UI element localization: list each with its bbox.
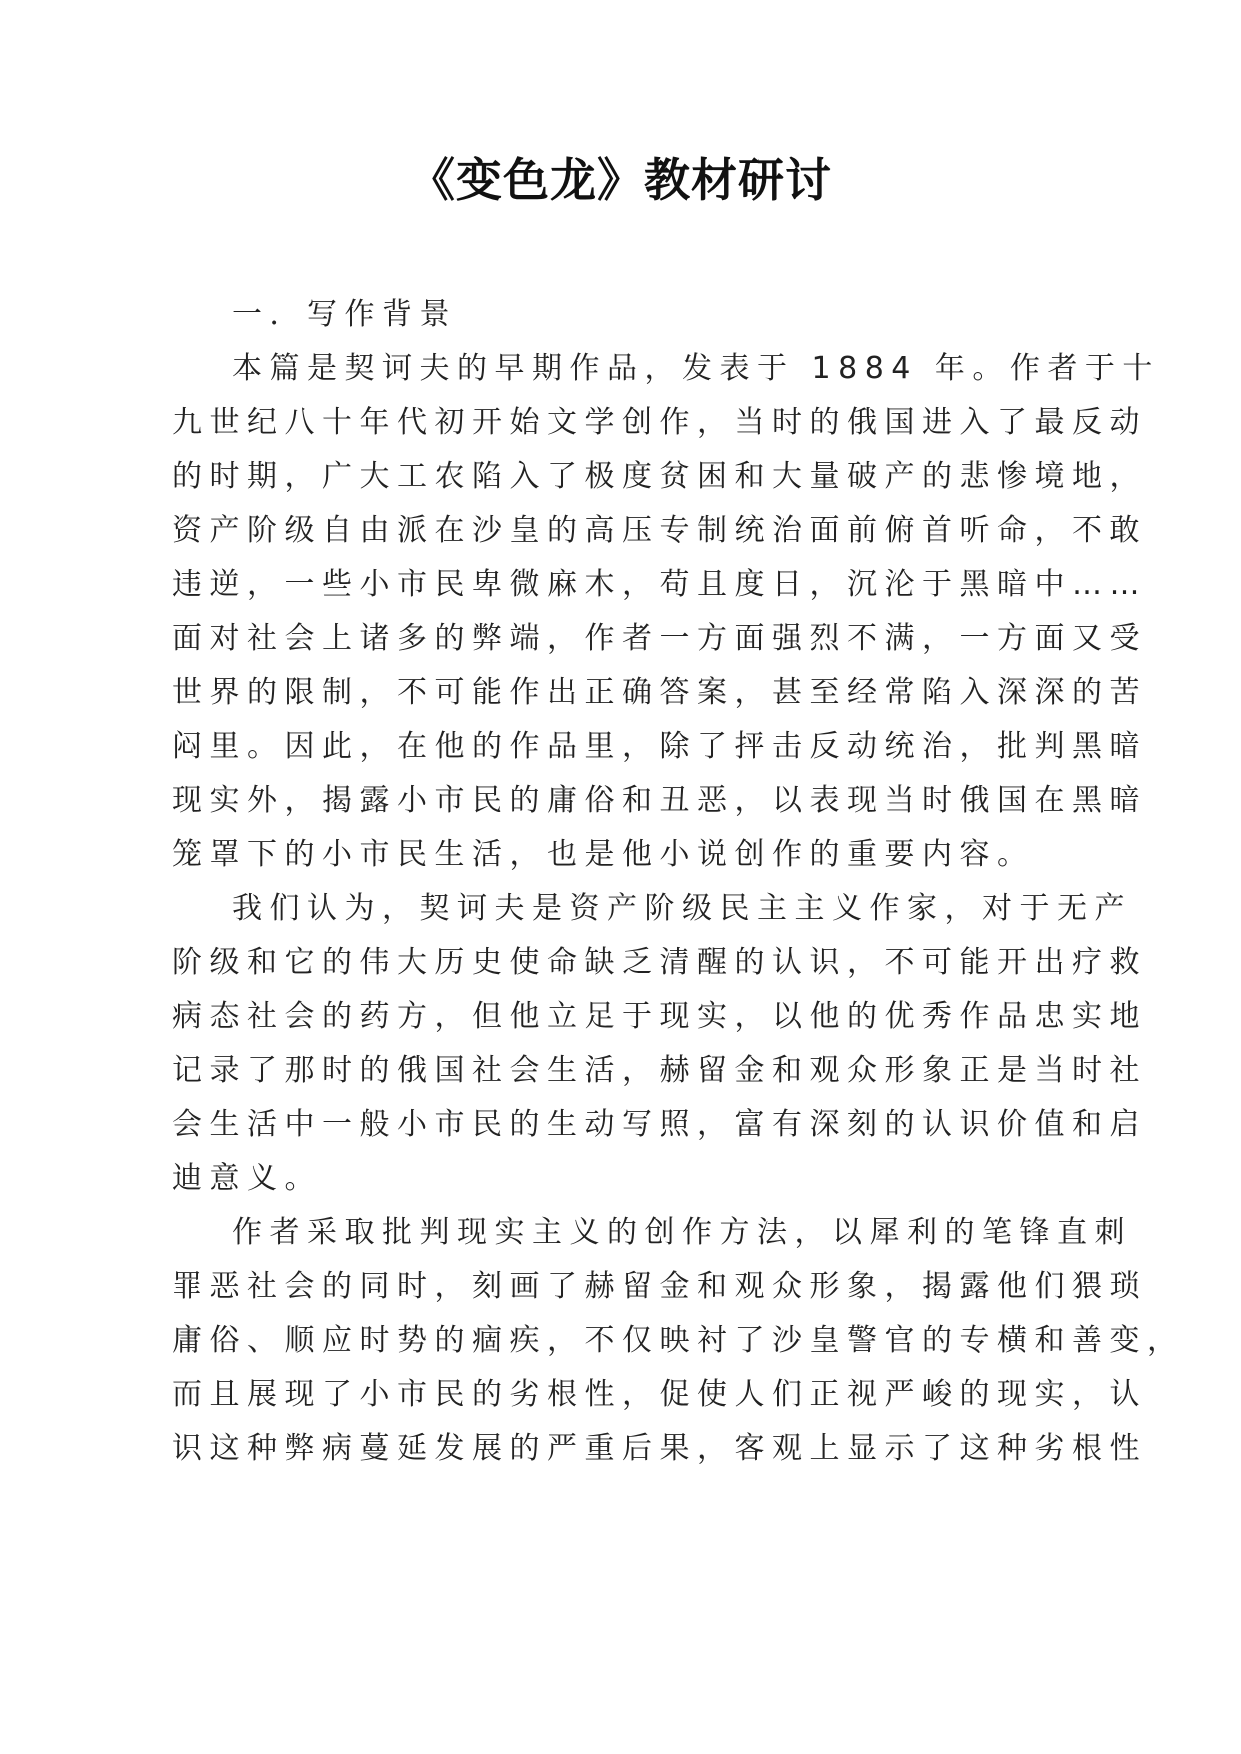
text-line: 识这种弊病蔓延发展的严重后果，客观上显示了这种劣根性 bbox=[172, 1431, 1147, 1466]
document-title: 《变色龙》教材研讨 bbox=[409, 153, 832, 207]
text-line: 的时期，广大工农陷入了极度贫困和大量破产的悲惨境地， bbox=[172, 459, 1147, 494]
text-line: 我们认为，契诃夫是资产阶级民主主义作家，对于无产 bbox=[232, 891, 1132, 926]
section-heading: 一．写作背景 bbox=[232, 297, 457, 332]
text-line: 九世纪八十年代初开始文学创作，当时的俄国进入了最反动 bbox=[172, 405, 1147, 440]
text-line: 资产阶级自由派在沙皇的高压专制统治面前俯首听命，不敢 bbox=[172, 513, 1147, 548]
text-line: 会生活中一般小市民的生动写照，富有深刻的认识价值和启 bbox=[172, 1107, 1147, 1142]
text-line: 违逆，一些小市民卑微麻木，苟且度日，沉沦于黑暗中…… bbox=[172, 567, 1147, 602]
text-line: 而且展现了小市民的劣根性，促使人们正视严峻的现实，认 bbox=[172, 1377, 1147, 1412]
text-line: 迪意义。 bbox=[172, 1161, 322, 1196]
text-line: 面对社会上诸多的弊端，作者一方面强烈不满，一方面又受 bbox=[172, 621, 1147, 656]
text-line: 闷里。因此，在他的作品里，除了抨击反动统治，批判黑暗 bbox=[172, 729, 1147, 764]
text-line: 罪恶社会的同时，刻画了赫留金和观众形象，揭露他们猥琐 bbox=[172, 1269, 1147, 1304]
text-line: 作者采取批判现实主义的创作方法，以犀利的笔锋直刺 bbox=[232, 1215, 1132, 1250]
text-line: 记录了那时的俄国社会生活，赫留金和观众形象正是当时社 bbox=[172, 1053, 1147, 1088]
text-line: 庸俗、顺应时势的痼疾，不仅映衬了沙皇警官的专横和善变， bbox=[172, 1323, 1185, 1358]
text-line: 病态社会的药方，但他立足于现实，以他的优秀作品忠实地 bbox=[172, 999, 1147, 1034]
text-line: 世界的限制，不可能作出正确答案，甚至经常陷入深深的苦 bbox=[172, 675, 1147, 710]
text-line: 阶级和它的伟大历史使命缺乏清醒的认识，不可能开出疗救 bbox=[172, 945, 1147, 980]
text-line: 现实外，揭露小市民的庸俗和丑恶，以表现当时俄国在黑暗 bbox=[172, 783, 1147, 818]
text-line: 笼罩下的小市民生活，也是他小说创作的重要内容。 bbox=[172, 837, 1035, 872]
text-line: 本篇是契诃夫的早期作品，发表于 1884 年。作者于十 bbox=[232, 351, 1160, 386]
